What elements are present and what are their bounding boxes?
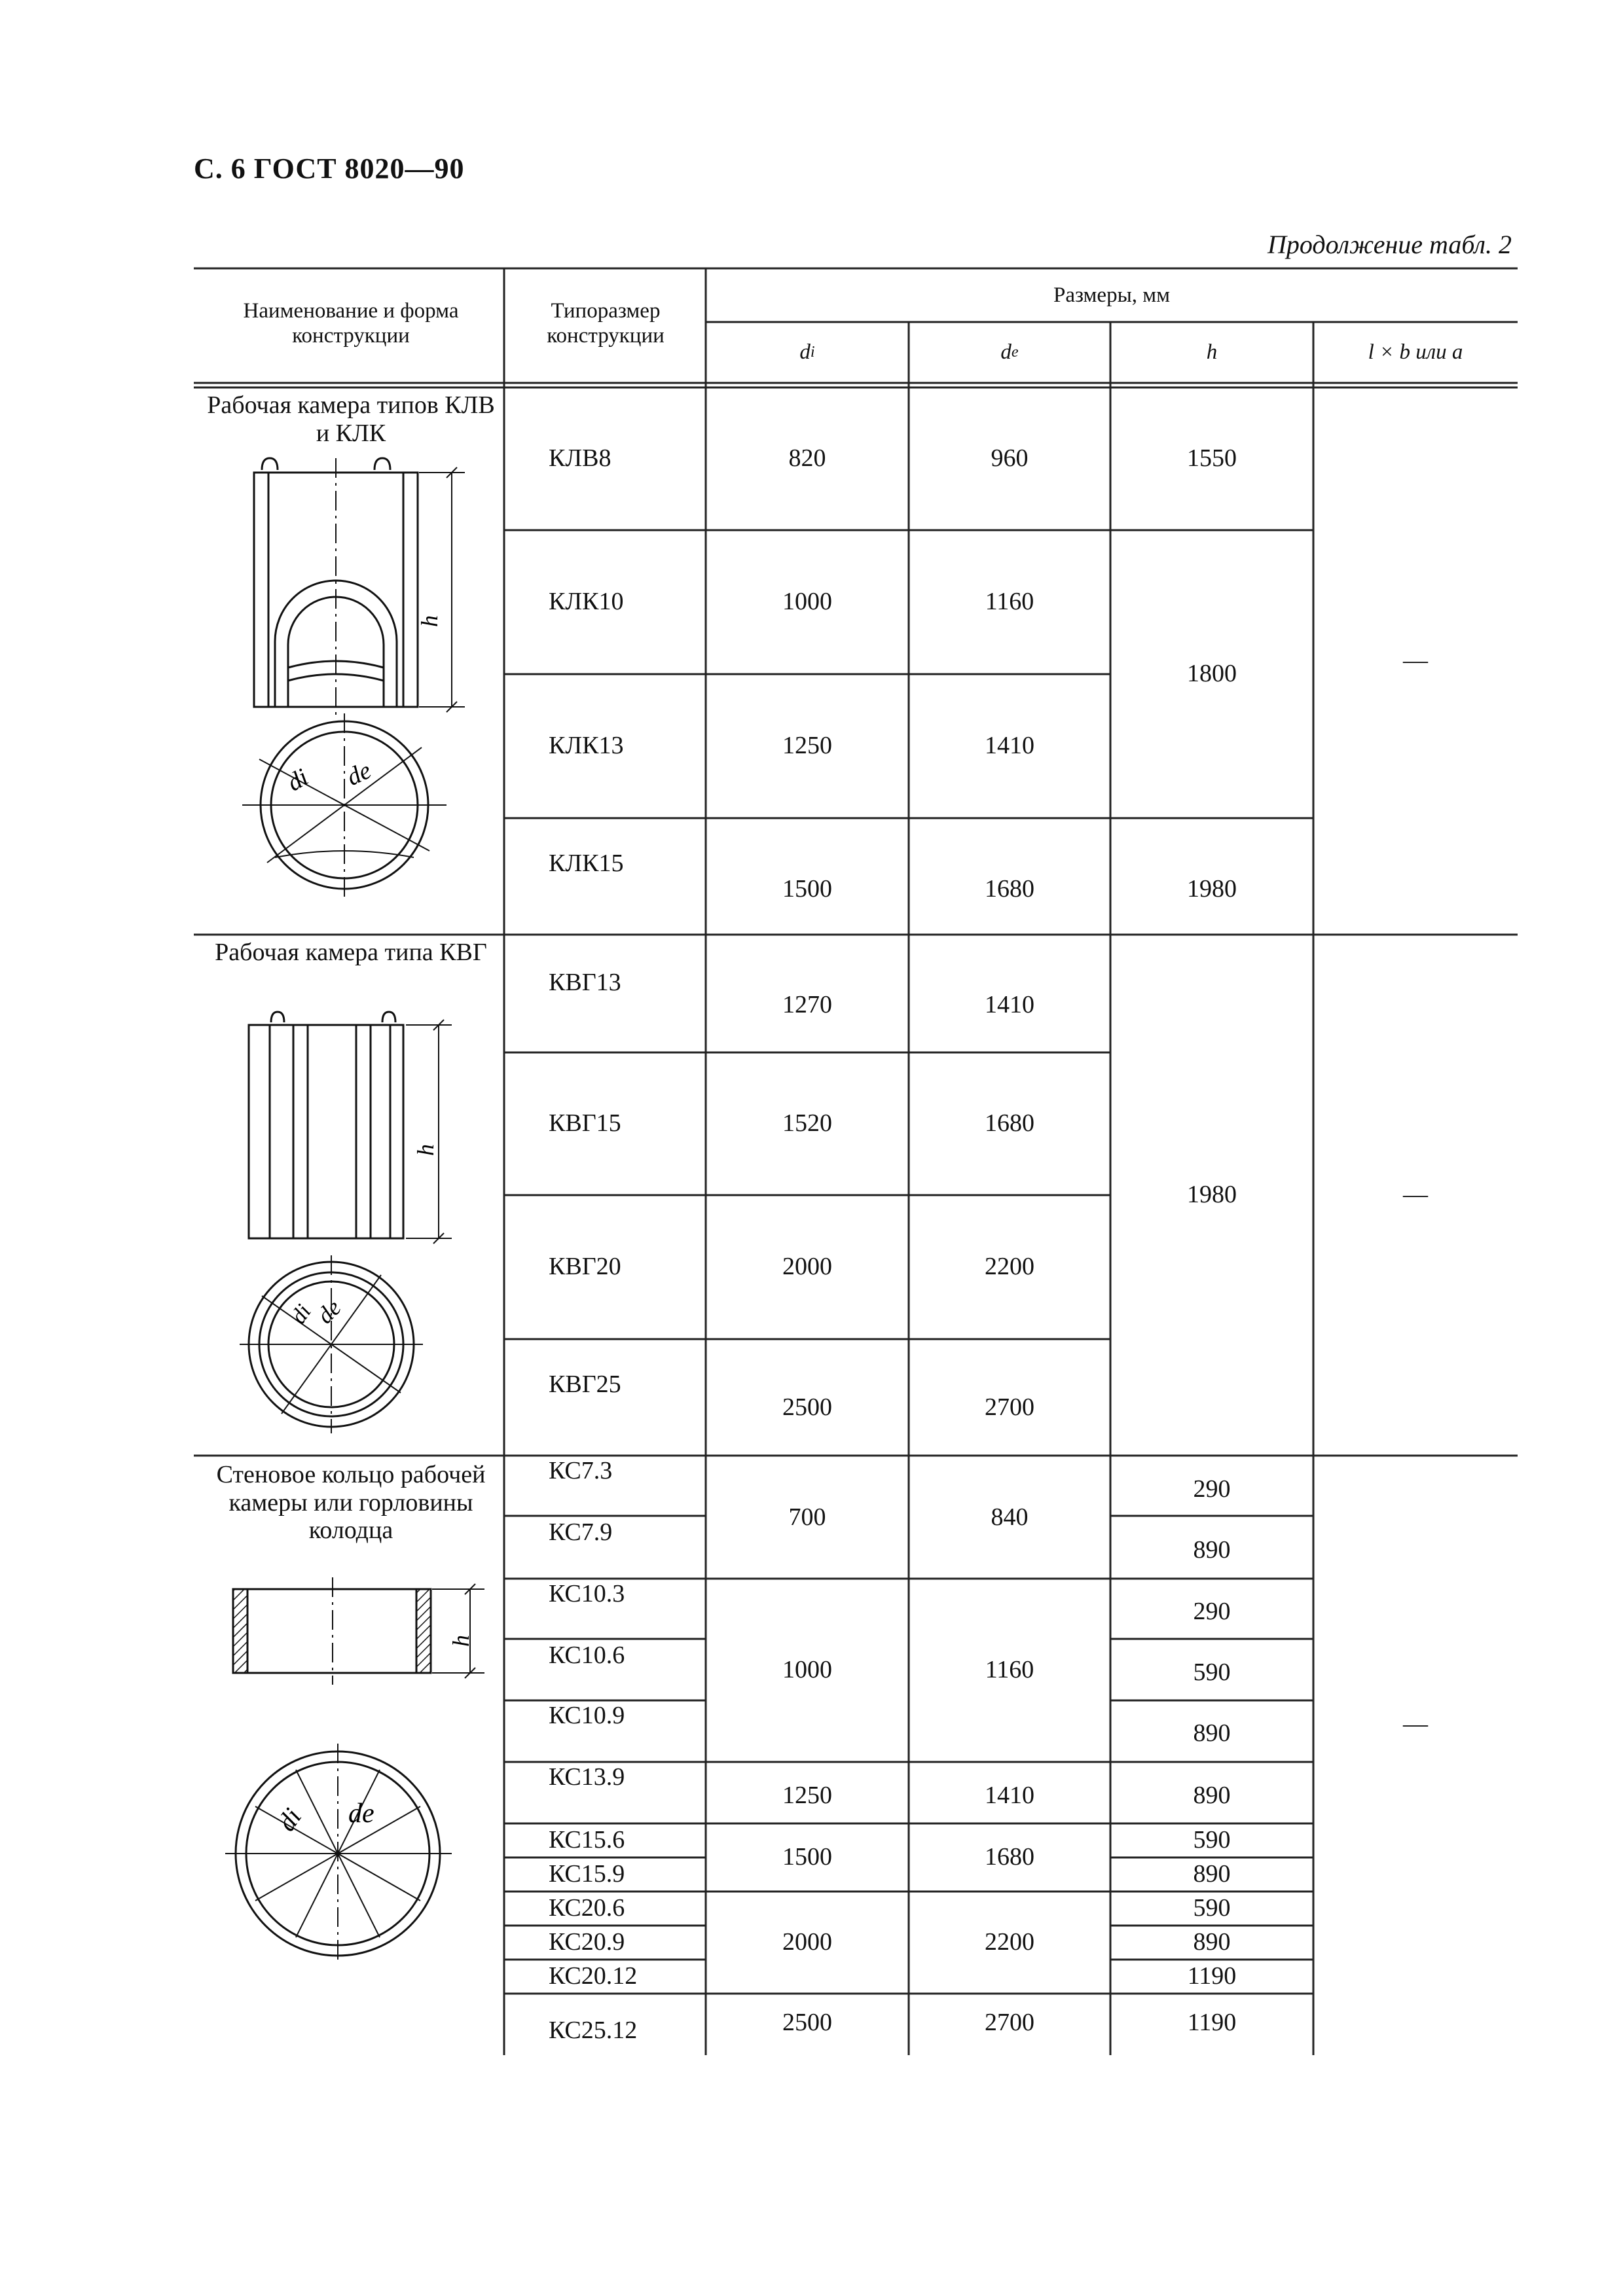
de-kc10: 1160 [985,1656,1034,1684]
di-kc10: 1000 [782,1656,832,1684]
size-klv8: КЛВ8 [549,444,611,473]
size-klk10: КЛК10 [549,588,624,616]
di-kc25: 2500 [782,2009,832,2037]
size-kc13-9: КС13.9 [549,1763,625,1791]
size-kc15-6: КС15.6 [549,1826,625,1854]
di-klk13: 1250 [782,732,832,760]
de-kvg13: 1410 [985,991,1034,1019]
kc-ring-plan-drawing [225,1744,452,1964]
di-kc15: 1500 [782,1843,832,1871]
di-kc7: 700 [788,1503,826,1532]
kc-de-label: de [348,1799,374,1829]
h-kc25-12: 1190 [1187,2009,1237,2037]
de-kc15: 1680 [985,1843,1034,1871]
h-kvg: 1980 [1187,1181,1237,1209]
size-kvg13: КВГ13 [549,969,621,997]
size-kc15-9: КС15.9 [549,1860,625,1888]
size-kc7-9: КС7.9 [549,1518,613,1546]
size-klk13: КЛК13 [549,732,624,760]
di-kvg15: 1520 [782,1109,832,1138]
h-kc20-12: 1190 [1187,1962,1237,1990]
size-klk15: КЛК15 [549,850,624,878]
klv-klk-plan-drawing [242,713,447,898]
di-klv8: 820 [788,444,826,473]
col-header-h: h [1206,340,1218,365]
col-header-size: Типоразмер конструкции [547,299,665,348]
h-kc7-9: 890 [1193,1536,1231,1564]
col-header-de [909,325,1110,381]
kvg-height-label: h [412,1144,439,1156]
size-kc20-6: КС20.6 [549,1894,625,1922]
lb-kvg: — [1403,1181,1428,1209]
di-kvg25: 2500 [782,1393,832,1422]
klk-height-label: h [416,615,443,627]
h-kc20-9: 890 [1193,1928,1231,1956]
de-kvg20: 2200 [985,1253,1034,1281]
h-kc20-6: 590 [1193,1894,1231,1922]
group-name-klv-klk: Рабочая камера типов КЛВ и КЛК [207,391,495,447]
de-klk15: 1680 [985,875,1034,903]
size-kc10-6: КС10.6 [549,1641,625,1669]
de-kc13: 1410 [985,1782,1034,1810]
kc-height-label: h [448,1635,474,1647]
de-kc25: 2700 [985,2009,1034,2037]
page-title: С. 6 ГОСТ 8020—90 [194,152,465,185]
de-klk13: 1410 [985,732,1034,760]
size-kvg20: КВГ20 [549,1253,621,1281]
size-kc20-12: КС20.12 [549,1962,638,1990]
col-header-di-symbol: d [799,340,811,365]
de-kvg25: 2700 [985,1393,1034,1422]
lb-kc: — [1403,1710,1428,1738]
col-header-name: Наименование и форма конструкции [243,299,459,348]
h-kc10-9: 890 [1193,1719,1231,1748]
h-kc7-3: 290 [1193,1475,1231,1503]
h-kc13-9: 890 [1193,1782,1231,1810]
col-header-de-subscript: e [1011,344,1019,361]
h-kc15-6: 590 [1193,1826,1231,1854]
h-klk10-klk13: 1800 [1187,660,1237,688]
h-klv8: 1550 [1187,444,1237,473]
di-kc13: 1250 [782,1782,832,1810]
group-name-kvg: Рабочая камера типа КВГ [215,939,487,966]
col-header-di [706,325,909,381]
di-klk15: 1500 [782,875,832,903]
col-header-dims: Размеры, мм [1053,283,1171,308]
de-klk10: 1160 [985,588,1034,616]
klk-de-label: de [342,756,376,792]
de-kc7: 840 [991,1503,1029,1532]
size-kc7-3: КС7.3 [549,1457,613,1484]
h-kc10-6: 590 [1193,1659,1231,1687]
klk-di-label: di [282,763,314,797]
size-kvg25: КВГ25 [549,1371,621,1399]
kvg-de-label: de [312,1294,346,1329]
di-klk10: 1000 [782,588,832,616]
kc-di-label: di [271,1803,308,1837]
lb-klv-klk: — [1403,647,1428,675]
h-kc10-3: 290 [1193,1598,1231,1626]
col-header-de-symbol: d [1000,340,1012,365]
de-klv8: 960 [991,444,1029,473]
col-header-lb: l × b или a [1368,340,1463,365]
di-kc20: 2000 [782,1928,832,1956]
kvg-plan-drawing [240,1255,423,1433]
size-kc25-12: КС25.12 [549,2017,638,2045]
size-kc10-3: КС10.3 [549,1580,625,1607]
size-kc20-9: КС20.9 [549,1928,625,1956]
di-kvg13: 1270 [782,991,832,1019]
de-kc20: 2200 [985,1928,1034,1956]
de-kvg15: 1680 [985,1109,1034,1138]
table-continuation-label: Продолжение табл. 2 [1267,230,1512,259]
size-kc10-9: КС10.9 [549,1702,625,1729]
h-kc15-9: 890 [1193,1860,1231,1888]
col-header-di-subscript: i [810,344,815,361]
size-kvg15: КВГ15 [549,1109,621,1138]
klv-klk-elevation-drawing [254,458,465,720]
di-kvg20: 2000 [782,1253,832,1281]
kc-ring-elevation-drawing [233,1577,484,1685]
kvg-elevation-drawing [249,1012,452,1244]
kvg-di-label: di [286,1300,316,1329]
h-klk15: 1980 [1187,875,1237,903]
group-name-kc: Стеновое кольцо рабочей камеры или горловины колодца [216,1461,486,1545]
